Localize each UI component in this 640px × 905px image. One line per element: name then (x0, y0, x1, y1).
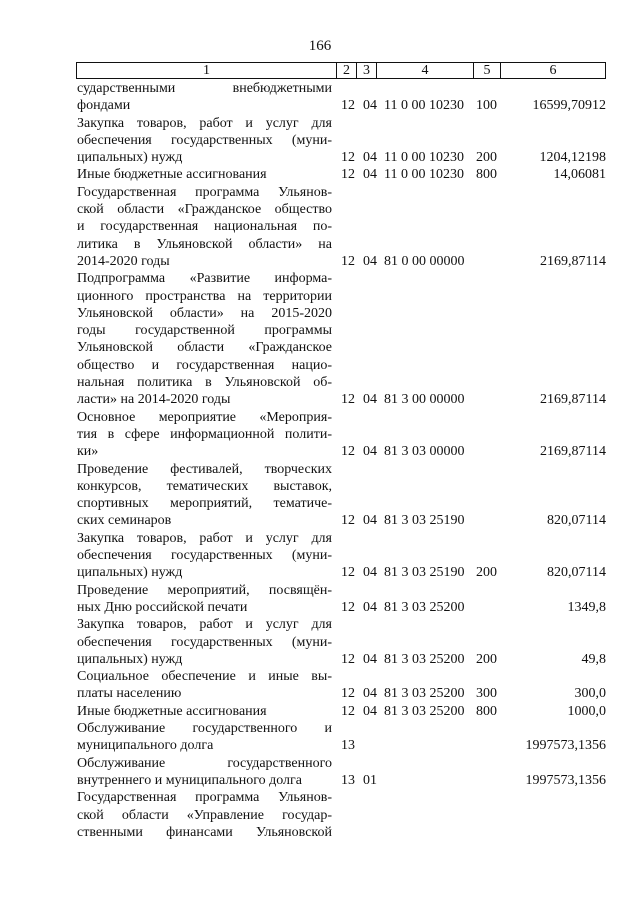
row-description (77, 270, 332, 408)
description-line: литика в Ульяновской области» на (77, 236, 332, 252)
cell-c6: 49,8 (581, 651, 606, 667)
column-header-5: 5 (483, 63, 491, 78)
cell-c4: 81 3 03 25200 (384, 651, 465, 667)
description-line: ской области «Гражданское общество (77, 202, 332, 218)
description-line: Иные бюджетные ассигнования (77, 703, 267, 719)
table-row (0, 789, 640, 841)
description-line: Ульяновской области» на 2015-2020 (77, 305, 332, 321)
description-line: сударственными внебюджетными (77, 81, 332, 96)
row-description (77, 115, 332, 167)
cell-c2: 12 (341, 392, 355, 408)
cell-c2: 12 (341, 703, 355, 719)
cell-c5: 200 (476, 565, 497, 581)
cell-c4: 81 3 03 25190 (384, 565, 465, 581)
table-row (0, 720, 640, 755)
description-line: обеспечения государственных (муни- (77, 132, 332, 148)
cell-c2: 12 (341, 686, 355, 702)
description-line: обеспечения государственных (муни- (77, 634, 332, 650)
cell-c3: 04 (363, 565, 377, 581)
row-description (77, 461, 332, 530)
column-header-6: 6 (549, 63, 557, 78)
description-line: Подпрограмма «Развитие информа- (77, 271, 332, 287)
row-description (77, 668, 332, 703)
cell-c5: 300 (476, 686, 497, 702)
cell-c3: 04 (363, 651, 377, 667)
cell-c6: 14,06081 (553, 167, 606, 183)
table-row (0, 166, 640, 183)
description-line: обеспечения государственных (муни- (77, 548, 332, 564)
cell-c6: 300,0 (574, 686, 606, 702)
cell-c5: 200 (476, 150, 497, 166)
description-line: ласти» на 2014-2020 годы (77, 392, 231, 408)
cell-c4: 11 0 00 10230 (384, 150, 464, 166)
cell-c4: 81 3 03 25200 (384, 599, 465, 615)
cell-c3: 04 (363, 703, 377, 719)
row-description (77, 409, 332, 461)
table-row (0, 461, 640, 530)
table-row (0, 668, 640, 703)
description-line: ских семинаров (77, 513, 172, 529)
description-line: и государственная национальная по- (77, 219, 332, 235)
cell-c4: 81 3 03 25200 (384, 703, 465, 719)
cell-c2: 12 (341, 150, 355, 166)
row-description (77, 703, 332, 720)
cell-c6: 16599,70912 (532, 98, 606, 114)
cell-c2: 12 (341, 565, 355, 581)
description-line: муниципального долга (77, 738, 214, 754)
cell-c6: 1000,0 (567, 703, 606, 719)
cell-c3: 04 (363, 686, 377, 702)
row-description (77, 80, 332, 115)
table-row (0, 616, 640, 668)
cell-c2: 12 (341, 444, 355, 460)
description-line: тия в сфере информационной полити- (77, 426, 332, 442)
cell-c5: 200 (476, 651, 497, 667)
cell-c6: 1349,8 (567, 599, 606, 615)
description-line: 2014-2020 годы (77, 253, 170, 269)
row-description (77, 616, 332, 668)
cell-c2: 12 (341, 651, 355, 667)
cell-c3: 04 (363, 167, 377, 183)
description-line: ственными финансами Ульяновской (77, 824, 332, 840)
table-row (0, 755, 640, 790)
row-description (77, 755, 332, 790)
description-line: Обслуживание государственного и (77, 721, 332, 737)
table-header (76, 62, 606, 79)
description-line: Проведение мероприятий, посвящён- (77, 582, 332, 598)
row-description (77, 184, 332, 270)
cell-c3: 04 (363, 444, 377, 460)
table-row (0, 582, 640, 617)
cell-c2: 13 (341, 738, 355, 754)
cell-c4: 81 3 03 25200 (384, 686, 465, 702)
cell-c6: 2169,87114 (540, 444, 606, 460)
column-header-4: 4 (421, 63, 429, 78)
description-line: ционного пространства на территории (77, 288, 332, 304)
cell-c3: 04 (363, 392, 377, 408)
description-line: Закупка товаров, работ и услуг для (77, 617, 332, 633)
cell-c2: 12 (341, 98, 355, 114)
description-line: Закупка товаров, работ и услуг для (77, 115, 332, 131)
description-line: платы населению (77, 686, 182, 702)
cell-c4: 81 3 03 00000 (384, 444, 465, 460)
cell-c2: 13 (341, 772, 355, 788)
cell-c3: 04 (363, 150, 377, 166)
row-description (77, 166, 332, 183)
description-line: ки» (77, 444, 99, 460)
cell-c3: 01 (363, 772, 377, 788)
cell-c3: 04 (363, 98, 377, 114)
cell-c5: 800 (476, 167, 497, 183)
cell-c2: 12 (341, 599, 355, 615)
column-header-2: 2 (343, 63, 350, 78)
description-line: Проведение фестивалей, творческих (77, 461, 332, 477)
cell-c2: 12 (341, 167, 355, 183)
description-line: спортивных мероприятий, тематиче- (77, 496, 332, 512)
cell-c6: 2169,87114 (540, 253, 606, 269)
description-line: ципальных) нужд (77, 565, 183, 581)
table-row (0, 115, 640, 167)
page-number: 166 (308, 38, 332, 54)
description-line: ципальных) нужд (77, 150, 183, 166)
description-line: ных Дню российской печати (77, 599, 248, 615)
column-header-3: 3 (363, 63, 370, 78)
description-line: Закупка товаров, работ и услуг для (77, 530, 332, 546)
row-description (77, 582, 332, 617)
table-row (0, 184, 640, 271)
cell-c6: 2169,87114 (540, 392, 606, 408)
cell-c4: 81 3 00 00000 (384, 392, 465, 408)
cell-c6: 1997573,1356 (525, 772, 606, 788)
cell-c4: 81 0 00 00000 (384, 253, 465, 269)
cell-c5: 800 (476, 703, 497, 719)
cell-c3: 04 (363, 253, 377, 269)
table-row (0, 530, 640, 582)
description-line: фондами (77, 98, 131, 114)
description-line: Иные бюджетные ассигнования (77, 167, 267, 183)
cell-c2: 12 (341, 253, 355, 269)
table-row (0, 409, 640, 461)
table-row (0, 80, 640, 115)
description-line: конкурсов, тематических выставок, (77, 478, 332, 494)
row-description (77, 530, 332, 582)
description-line: Социальное обеспечение и иные вы- (77, 669, 332, 685)
description-line: ской области «Управление государ- (77, 807, 332, 823)
cell-c2: 12 (341, 513, 355, 529)
description-line: Обслуживание государственного (77, 755, 332, 771)
row-description (77, 789, 332, 841)
table-row (0, 703, 640, 720)
description-line: общество и государственная нацио- (77, 357, 332, 373)
cell-c4: 11 0 00 10230 (384, 167, 464, 183)
description-line: Основное мероприятие «Мероприя- (77, 409, 332, 425)
cell-c3: 04 (363, 513, 377, 529)
description-line: ципальных) нужд (77, 651, 183, 667)
description-line: годы государственной программы (77, 323, 332, 339)
budget-table-body (0, 80, 640, 841)
cell-c4: 11 0 00 10230 (384, 98, 464, 114)
cell-c5: 100 (476, 98, 497, 114)
cell-c6: 1204,12198 (539, 150, 606, 166)
description-line: нальная политика в Ульяновской об- (77, 375, 332, 391)
column-header-1: 1 (203, 63, 210, 78)
description-line: Государственная программа Ульянов- (77, 184, 332, 200)
description-line: внутреннего и муниципального долга (77, 772, 302, 788)
cell-c6: 820,07114 (547, 565, 606, 581)
table-row (0, 270, 640, 408)
cell-c6: 820,07114 (547, 513, 606, 529)
row-description (77, 720, 332, 755)
description-line: Государственная программа Ульянов- (77, 790, 332, 806)
description-line: Ульяновской области «Гражданское (77, 340, 332, 356)
cell-c6: 1997573,1356 (525, 738, 606, 754)
cell-c3: 04 (363, 599, 377, 615)
cell-c4: 81 3 03 25190 (384, 513, 465, 529)
